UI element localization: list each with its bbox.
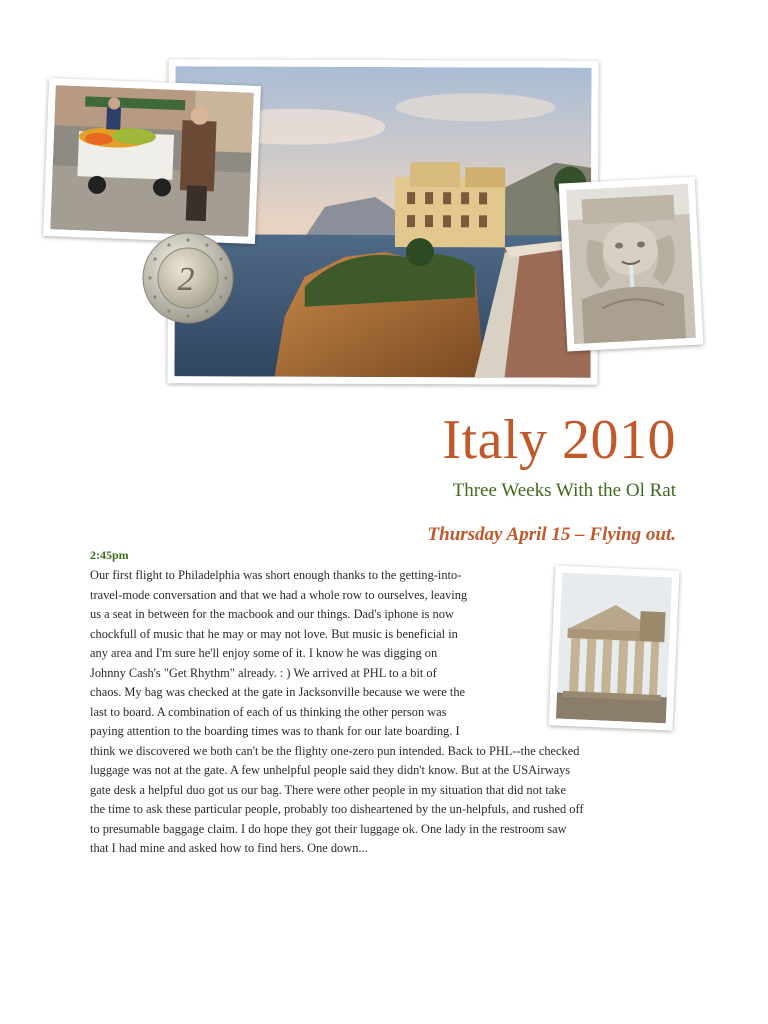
entry-line: paying attention to the boarding times was to thank for our late boarding. I bbox=[90, 724, 460, 738]
entry-line: travel-mode conversation and that we had a whole row to ourselves, leaving bbox=[90, 587, 468, 602]
fountain-photo bbox=[559, 177, 704, 352]
entry-line: luggage was not at the gate. A few unhelpful people said they didn't know. But at the USAirways bbox=[90, 763, 571, 777]
page-subtitle: Three Weeks With the Ol Rat bbox=[452, 480, 676, 501]
journal-entry-text bbox=[90, 566, 680, 859]
entry-date-heading: Thursday April 15 – Flying out. bbox=[427, 524, 676, 545]
entry-line: to presumable baggage claim. I do hope they got their luggage ok. One lady in the restroom saw bbox=[90, 821, 567, 836]
entry-line: gate desk a helpful duo got us our bag. There were other people in my situation that did not take bbox=[90, 782, 566, 797]
fruit-vendor-photo bbox=[43, 78, 261, 244]
entry-line: Our first flight to Philadelphia was short enough thanks to the getting-into- bbox=[90, 568, 462, 582]
fruit-truck-image bbox=[50, 85, 253, 236]
page-title: Italy 2010 bbox=[442, 409, 676, 471]
entry-line: any area and I'm sure he'll enjoy some of it. I know he was digging on bbox=[90, 646, 438, 660]
entry-line: Johnny Cash's "Get Rhythm" already. : ) We arrived at PHL to a bit of bbox=[90, 665, 437, 680]
entry-line: us a seat in between for the macbook and our things. Dad's iphone is now bbox=[90, 607, 454, 621]
fountain-face-image bbox=[566, 184, 696, 344]
entry-line: last to board. A combination of each of us thinking the other person was bbox=[90, 704, 447, 719]
entry-time: 2:45pm bbox=[90, 548, 129, 562]
entry-line: chockfull of music that he may or may not love. But music is beneficial in bbox=[90, 626, 458, 641]
entry-line: think we discovered we both can't be the flighty one-zero pun intended. Back to PHL--the checked bbox=[90, 743, 580, 758]
entry-line: the time to ask these particular people, probably too disheartened by the un-helpfuls, and rushed off bbox=[90, 802, 584, 816]
coin-denomination: 2 bbox=[177, 261, 195, 298]
entry-line: chaos. My bag was checked at the gate in Jacksonville because we were the bbox=[90, 685, 466, 699]
entry-line: that I had mine and asked how to find hers. One down... bbox=[90, 841, 368, 855]
two-euro-coin bbox=[142, 232, 234, 324]
